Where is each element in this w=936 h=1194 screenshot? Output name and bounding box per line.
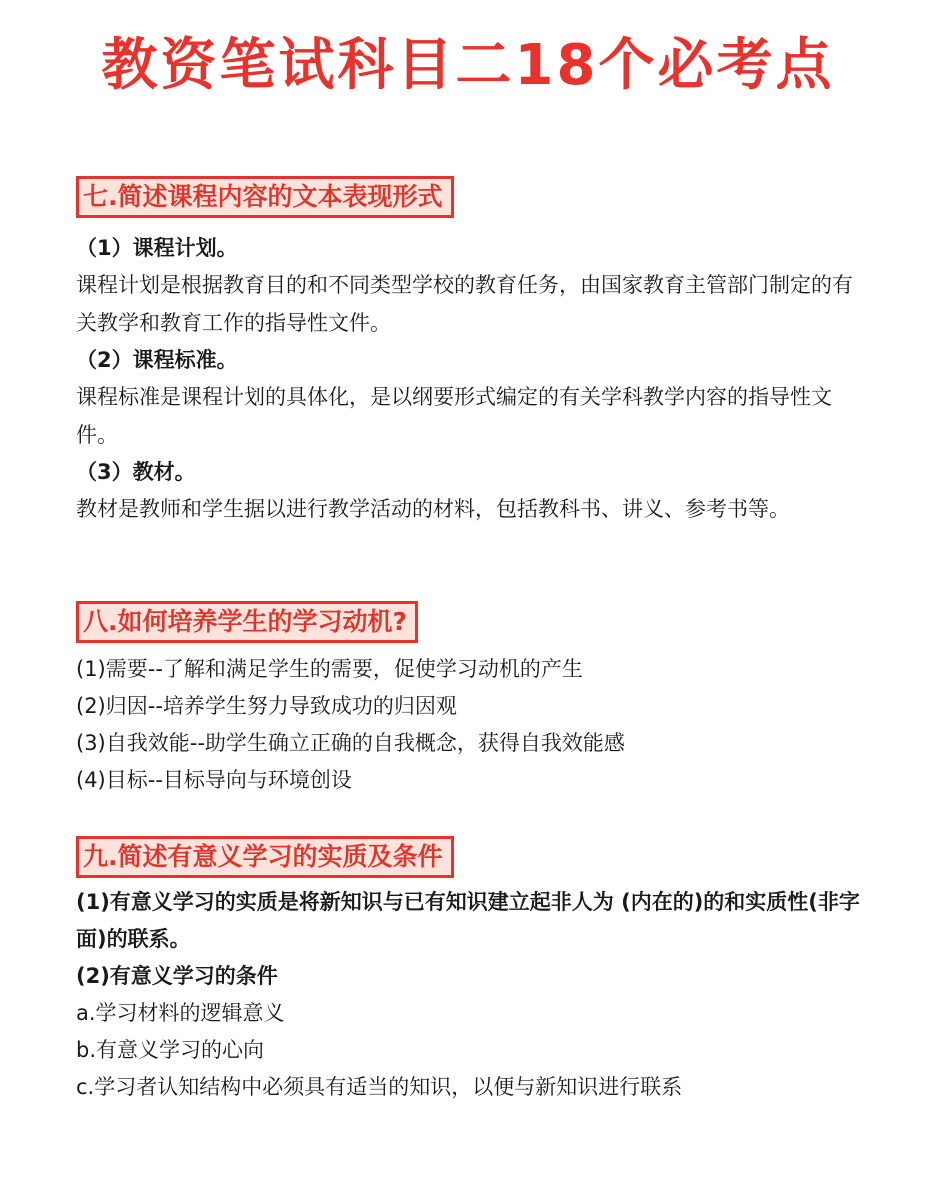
section-heading: 七.简述课程内容的文本表现形式 — [76, 176, 454, 218]
list-item: c.学习者认知结构中必须具有适当的知识，以便与新知识进行联系 — [76, 1075, 683, 1099]
item-subtitle: （2）课程标准。 — [76, 348, 238, 372]
list-item: (2)归因--培养学生努力导致成功的归因观 — [76, 694, 457, 718]
section-heading: 九.简述有意义学习的实质及条件 — [76, 836, 454, 878]
item-subtitle: （3）教材。 — [76, 460, 196, 484]
section-learning-motivation — [76, 601, 866, 799]
list-item: b.有意义学习的心向 — [76, 1038, 265, 1062]
item-text: 教材是教师和学生据以进行教学活动的材料，包括教科书、讲义、参考书等。 — [76, 497, 790, 521]
list-item: (4)目标--目标导向与环境创设 — [76, 768, 352, 792]
bold-line: (2)有意义学习的条件 — [76, 964, 278, 988]
list-item: (1)需要--了解和满足学生的需要，促使学习动机的产生 — [76, 657, 583, 681]
page-title: 教资笔试科目二18个必考点 — [101, 33, 835, 98]
list-item: (3)自我效能--助学生确立正确的自我概念，获得自我效能感 — [76, 731, 625, 755]
section-heading: 八.如何培养学生的学习动机? — [76, 601, 418, 643]
section-course-content — [76, 176, 866, 528]
section-meaningful-learning — [76, 836, 866, 1106]
item-subtitle: （1）课程计划。 — [76, 236, 238, 260]
item-text: 课程计划是根据教育目的和不同类型学校的教育任务，由国家教育主管部门制定的有关教学和教育工作的指导性文件。 — [76, 273, 853, 335]
item-text: 课程标准是课程计划的具体化，是以纲要形式编定的有关学科教学内容的指导性文件。 — [76, 385, 832, 447]
list-item: a.学习材料的逻辑意义 — [76, 1001, 285, 1025]
bold-paragraph: (1)有意义学习的实质是将新知识与已有知识建立起非人为 (内在的)的和实质性(非字面)的联系。 — [76, 890, 860, 951]
